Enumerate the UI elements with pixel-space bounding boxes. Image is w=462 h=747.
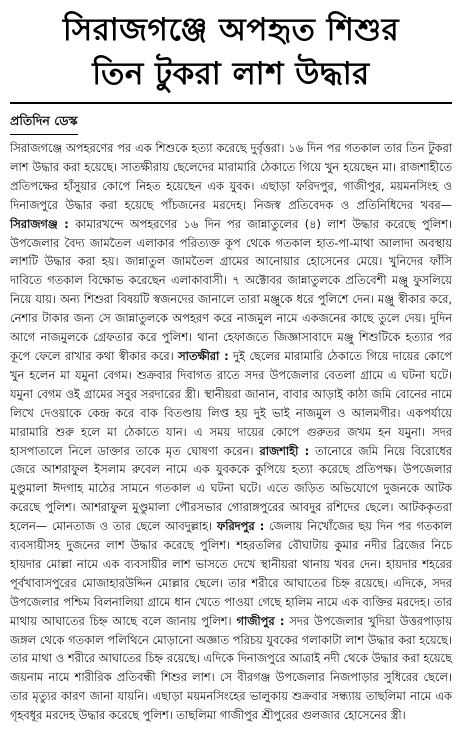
segment-text-satkhira: দুই ছেলের মারামারি ঠেকাতে গিয়ে দায়ের কোপে খুন হলেন মা যমুনা বেগম। শুক্রবার দিবাগত রাতে সদর উপজেলার বেতলা গ্রামে এ ঘটনা ঘটে। যমুনা বেগম ওই গ্রামের সবুর সরদারের স্ত্রী। স্থানীয়রা জানান, বাবার আড়াই কাঠা জমি বোনের নামে লিখে দেওয়াকে কেন্দ্র করে বাক বিতণ্ডায় লিপ্ত হয় দুই ভাই নাজমুল ও আলমগীর। একপর্যায়ে মারামারি শুরু হলে মা ঠেকাতে যান। এ সময় দায়ের কোপে গুরুতর জখম হন যমুনা। সদর হাসপাতালে নিলে ডাক্তার তাকে মৃত ঘোষণা করেন।	[10, 348, 453, 458]
byline: প্রতিদিন ডেস্ক	[10, 113, 78, 135]
dateline-faridpur: ফরিদপুর :	[216, 519, 265, 534]
dateline-rajshahi: রাজশাহী :	[259, 443, 310, 458]
dateline-sirajganj: সিরাজগঞ্জ :	[10, 216, 69, 231]
segment-text-rajshahi: তানোরে জমি নিয়ে বিরোধের জেরে আশরাফুল ইসলাম রুবেল নামে এক যুবককে কুপিয়ে হত্যা করেছে প্রতিপক্ষ। উপজেলার মুণ্ডুমালা ঈদগাহ মাঠের সামনে গতকাল এ ঘটনা ঘটে। এতে জড়িত অভিযোগে দুজনকে আটক করেছে পুলিশ। আশরাফুল মুণ্ডুমালা পৌরসভার গোরাঙ্গপুরের আবদুর রশিদের ছেলে। আটককৃতরা হলেন— মোনতাজ ও তার ছেলে আবদুল্লাহ।	[10, 443, 452, 534]
dateline-satkhira: সাতক্ষীরা :	[178, 348, 229, 363]
segment-text-faridpur: জেলায় নিখোঁজের ছয় দিন পর গতকাল ব্যবসায়ীসহ দুজনের লাশ উদ্ধার করেছে পুলিশ। শহরতলির বৌঘাটায় কুমার নদীর ব্রিজের নিচে হায়দার মোল্লা নামে এক ব্যবসায়ীর লাশ ভাসতে দেখে স্থানীয়রা থানায় খবর দেন। হায়দার শহরের পূর্বখাবাসপুরের মোজাহারউদ্দিন মোল্লার ছেলে। তার শরীরে আঘাতের চিহ্ন রয়েছে। এদিকে, সদর উপজেলার পশ্চিম বিলনালিয়া গ্রামে ধান খেতে পাওয়া গেছে হালিম নামে এক ব্যক্তির মরদেহ। তার মাথায় আঘাতের চিহ্ন আছে বলে জানায় পুলিশ।	[10, 519, 453, 628]
article-paragraph	[10, 139, 452, 725]
article-body	[10, 139, 452, 725]
headline-line-1: সিরাজগঞ্জে অপহৃত শিশুর	[62, 12, 400, 48]
segment-text-gazipur: সদর উপজেলার খুদিয়া উত্তরপাড়ায় জঙ্গল থেকে গতকাল পলিথিনে মোড়ানো অজ্ঞাত পরিচয় যুবকের গলাকাটা লাশ উদ্ধার করা হয়েছে। তার মাথা ও শরীরে আঘাতের চিহ্ন রয়েছে। এদিকে দিনাজপুরে আত্রাই নদী থেকে উদ্ধার করা হয়েছে জয়নাম নামে শারীরিক প্রতিবন্ধী শিশুর লাশ। সে বীরগঞ্জ উপজেলার নিজপাড়ার সুধিরের ছেলে। তার মৃত্যুর কারণ জানা যায়নি। এছাড়া ময়মনসিংহের ভালুকায় শুক্রবার সন্ধ্যায় তাছলিমা নামে এক গৃহবধূর মরদেহ উদ্ধার করেছে পুলিশ। তাছলিমা গাজীপুর শ্রীপুরের গুলজার হোসেনের স্ত্রী।	[10, 613, 453, 723]
headline	[10, 8, 452, 96]
headline-line-2: তিন টুকরা লাশ উদ্ধার	[92, 56, 370, 92]
dateline-gazipur: গাজীপুর :	[236, 613, 285, 628]
headline-divider	[10, 102, 452, 104]
intro-text: সিরাজগঞ্জে অপহরণের পর এক শিশুকে হত্যা করেছে দুর্বৃত্তরা। ১৬ দিন পর গতকাল তার তিন টুকরা লাশ উদ্ধার করা হয়েছে। সাতক্ষীরায় ছেলেদের মারামারি ঠেকাতে গিয়ে খুন হয়েছেন মা। রাজশাহীতে প্রতিপক্ষের হাঁসুয়ার কোপে নিহত হয়েছেন এক যুবক। এছাড়া ফরিদপুর, গাজীপুর, ময়মনসিংহ ও দিনাজপুরে উদ্ধার করা হয়েছে পাঁচজনের মরদেহ। নিজস্ব প্রতিবেদক ও প্রতিনিধিদের খবর—	[10, 141, 452, 212]
segment-text-sirajganj: কামারখন্দে অপহরণের ১৬ দিন পর জান্নাতুলের (৪) লাশ উদ্ধার করেছে পুলিশ। উপজেলার বৈদ্য জামতৈল এলাকার পরিত্যক্ত কূপ থেকে গতকাল হাত-পা-মাথা আলাদা অবস্থায় লাশটি উদ্ধার করা হয়। জান্নাতুল জামতৈল গ্রামের আনোয়ার হোসেনের মেয়ে। খুনিদের ফাঁসি দাবিতে গতকাল বিক্ষোভ করেছেন এলাকাবাসী। ৭ অক্টোবর জান্নাতুলকে প্রতিবেশী মঞ্জু ফুসলিয়ে নিয়ে যায়। অন্য শিশুরা বিষয়টি স্বজনদের জানালে তারা মঞ্জুকে ধরে পুলিশে দেন। মঞ্জু স্বীকার করে, নেশার টাকার জন্য সে জান্নাতুলকে অপহরণ করে নাজমুল নামে একজনের কাছে তুলে দেয়। দুদিন আগে নাজমুলকে গ্রেফতার করে পুলিশ। থানা হেফাজতে জিজ্ঞাসাবাদে মঞ্জু শিশুটিকে হত্যার পর কূপে ফেলে রাখার কথা স্বীকার করে।	[10, 216, 453, 363]
